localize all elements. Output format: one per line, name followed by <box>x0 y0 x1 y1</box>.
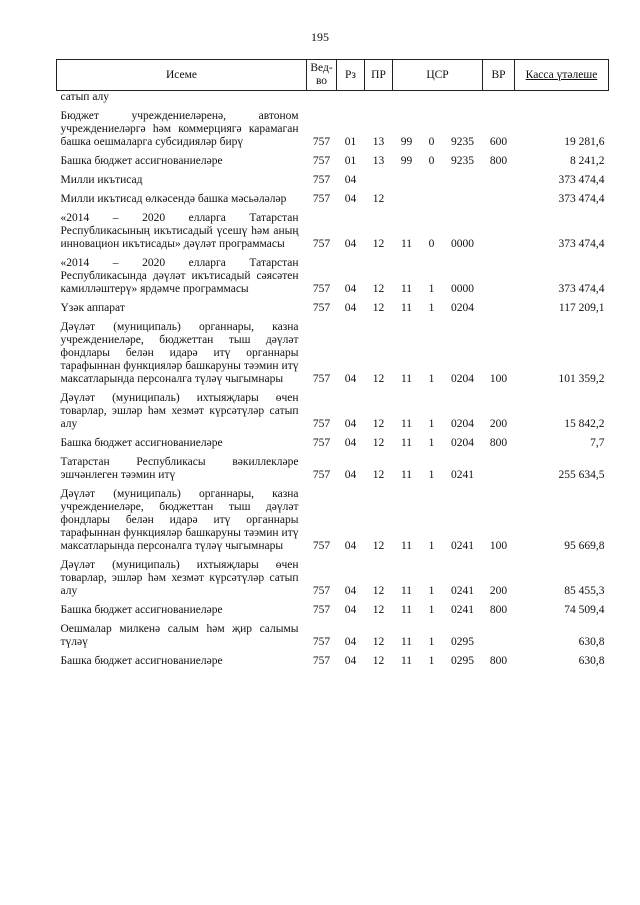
table-header-row <box>57 60 609 91</box>
row-amount: 95 669,8 <box>564 540 605 552</box>
row-ved: 757 <box>312 136 331 148</box>
row-csr-program: 11 <box>400 302 413 314</box>
row-csr-program: 11 <box>400 636 413 648</box>
row-csr-subprogram: 1 <box>428 437 435 449</box>
row-pr: 12 <box>372 636 385 648</box>
table-row <box>57 171 609 190</box>
row-vr <box>483 453 515 485</box>
row-csr-program: 99 <box>400 136 413 148</box>
row-ved: 757 <box>312 655 331 667</box>
row-vr <box>483 254 515 299</box>
row-amount: 630,8 <box>578 655 605 667</box>
row-pr: 12 <box>372 655 385 667</box>
table-row <box>57 389 609 434</box>
row-rz <box>337 91 365 108</box>
row-pr: 12 <box>372 585 385 597</box>
row-ved: 757 <box>312 373 331 385</box>
row-csr-program: 11 <box>400 283 413 295</box>
row-csr-subprogram: 0 <box>428 155 435 167</box>
row-csr-direction: 0241 <box>451 585 474 597</box>
row-pr: 12 <box>372 193 385 205</box>
table-row <box>57 318 609 389</box>
row-csr-direction: 0204 <box>451 418 474 430</box>
row-csr-subprogram: 1 <box>428 302 435 314</box>
row-csr-program: 11 <box>400 373 413 385</box>
table-row <box>57 601 609 620</box>
row-csr-direction: 0295 <box>451 655 474 667</box>
row-pr: 12 <box>372 418 385 430</box>
row-pr: 12 <box>372 540 385 552</box>
row-csr-program: 11 <box>400 238 413 250</box>
row-csr-program: 11 <box>400 540 413 552</box>
row-csr-subprogram: 1 <box>428 655 435 667</box>
row-csr-direction: 0000 <box>451 283 474 295</box>
row-ved: 757 <box>312 585 331 597</box>
row-ved: 757 <box>312 540 331 552</box>
row-name: Оешмалар милкенә салым һәм җир салымы түләү <box>60 623 299 648</box>
row-csr-direction: 0295 <box>451 636 474 648</box>
row-amount: 101 359,2 <box>558 373 605 385</box>
row-pr: 12 <box>372 437 385 449</box>
row-name: Дәүләт (муниципаль) ихтыяҗлары өчен товарлар, эшләр һәм хезмәт күрсәтүләр сатып алу <box>60 559 299 597</box>
row-ved: 757 <box>312 238 331 250</box>
table-row <box>57 652 609 671</box>
row-vr: 800 <box>489 155 508 167</box>
row-csr-subprogram: 0 <box>428 238 435 250</box>
row-vr: 100 <box>489 540 508 552</box>
row-rz: 04 <box>344 238 357 250</box>
row-rz: 04 <box>344 636 357 648</box>
header-csr: ЦСР <box>393 60 483 91</box>
row-csr-direction: 0000 <box>451 238 474 250</box>
table-row <box>57 299 609 318</box>
row-csr-program <box>393 171 421 190</box>
row-pr: 12 <box>372 373 385 385</box>
row-name: «2014 – 2020 елларга Татарстан Республикасында дәүләт икътисадый сәясәтен камилләштерү» ярдәмче программасы <box>60 257 299 295</box>
header-vr: ВР <box>483 60 515 91</box>
row-ved: 757 <box>312 604 331 616</box>
row-csr-subprogram <box>421 91 443 108</box>
row-ved: 757 <box>312 418 331 430</box>
row-amount: 373 474,4 <box>558 283 605 295</box>
row-name: Милли икътисад <box>60 174 143 186</box>
row-csr-direction: 0204 <box>451 302 474 314</box>
row-vr: 800 <box>489 655 508 667</box>
row-csr-direction: 0241 <box>451 540 474 552</box>
table-row <box>57 190 609 209</box>
budget-table <box>56 59 609 671</box>
row-amount: 373 474,4 <box>558 193 605 205</box>
row-vr: 800 <box>489 604 508 616</box>
row-csr-program: 11 <box>400 469 413 481</box>
table-row <box>57 107 609 152</box>
row-csr-direction: 0241 <box>451 604 474 616</box>
header-kassa <box>515 60 609 91</box>
row-pr: 12 <box>372 302 385 314</box>
row-amount: 117 209,1 <box>558 302 605 314</box>
row-csr-program: 11 <box>400 437 413 449</box>
row-ved: 757 <box>312 193 331 205</box>
row-csr-direction: 0204 <box>451 437 474 449</box>
row-csr-subprogram: 0 <box>428 136 435 148</box>
row-csr-direction <box>443 190 483 209</box>
table-row <box>57 620 609 652</box>
row-csr-direction <box>443 91 483 108</box>
row-csr-subprogram <box>421 171 443 190</box>
row-csr-program: 99 <box>400 155 413 167</box>
row-vr: 800 <box>489 437 508 449</box>
row-pr: 12 <box>372 604 385 616</box>
row-name: Дәүләт (муниципаль) ихтыяҗлары өчен товарлар, эшләр һәм хезмәт күрсәтүләр сатып алу <box>60 392 299 430</box>
row-name: сатып алу <box>60 91 110 103</box>
row-pr <box>365 171 393 190</box>
page-number: 195 <box>311 30 329 44</box>
row-csr-subprogram: 1 <box>428 540 435 552</box>
row-ved: 757 <box>312 636 331 648</box>
budget-table-container <box>56 59 608 671</box>
table-row <box>57 254 609 299</box>
row-pr: 13 <box>372 155 385 167</box>
row-amount: 85 455,3 <box>564 585 605 597</box>
row-ved: 757 <box>312 283 331 295</box>
row-ved <box>307 91 337 108</box>
row-ved: 757 <box>312 437 331 449</box>
row-rz: 04 <box>344 437 357 449</box>
row-vr: 600 <box>489 136 508 148</box>
row-rz: 01 <box>344 136 357 148</box>
row-vr <box>483 209 515 254</box>
row-amount: 8 241,2 <box>570 155 605 167</box>
row-rz: 04 <box>344 604 357 616</box>
row-ved: 757 <box>312 302 331 314</box>
row-rz: 04 <box>344 585 357 597</box>
row-name: Дәүләт (муниципаль) органнары, казна учреждениеләре, бюджеттан тыш дәүләт фондлары белән идарә итү органнары тарафыннан функцияләр башкаруны тәэмин итү максатларында персоналга түләү чыгымнары <box>60 488 299 552</box>
row-csr-subprogram: 1 <box>428 636 435 648</box>
row-vr <box>483 190 515 209</box>
row-csr-direction: 9235 <box>451 155 474 167</box>
row-csr-direction: 0204 <box>451 373 474 385</box>
row-amount: 373 474,4 <box>558 174 605 186</box>
row-csr-program: 11 <box>400 418 413 430</box>
row-pr: 12 <box>372 469 385 481</box>
row-pr: 12 <box>372 238 385 250</box>
row-csr-program <box>393 91 421 108</box>
row-name: Үзәк аппарат <box>60 302 125 314</box>
row-pr <box>365 91 393 108</box>
row-csr-subprogram <box>421 190 443 209</box>
row-name: Башка бюджет ассигнованиеләре <box>60 437 223 449</box>
row-csr-program <box>393 190 421 209</box>
table-row <box>57 91 609 108</box>
row-amount: 15 842,2 <box>564 418 605 430</box>
table-row <box>57 453 609 485</box>
row-name: Татарстан Республикасы вәкиллекләре эшчәнлеген тәэмин итү <box>60 456 299 481</box>
row-amount: 19 281,6 <box>564 136 605 148</box>
row-csr-subprogram: 1 <box>428 604 435 616</box>
row-name: Бюджет учреждениеләренә, автоном учреждениеләргә һәм коммерциягә карамаган башка оешмаларга субсидияләр бирү <box>60 110 299 148</box>
row-rz: 04 <box>344 540 357 552</box>
row-amount: 630,8 <box>578 636 605 648</box>
row-csr-direction <box>443 171 483 190</box>
row-amount: 373 474,4 <box>558 238 605 250</box>
row-rz: 04 <box>344 193 357 205</box>
row-rz: 04 <box>344 283 357 295</box>
row-amount: 255 634,5 <box>558 469 605 481</box>
header-rz: Рз <box>337 60 365 91</box>
row-vr <box>483 620 515 652</box>
row-pr: 13 <box>372 136 385 148</box>
row-vr: 200 <box>489 585 508 597</box>
header-pr: ПР <box>365 60 393 91</box>
header-name: Исеме <box>57 60 307 91</box>
row-rz: 04 <box>344 373 357 385</box>
row-ved: 757 <box>312 469 331 481</box>
row-amount: 7,7 <box>590 437 605 449</box>
row-csr-direction: 0241 <box>451 469 474 481</box>
row-ved: 757 <box>312 155 331 167</box>
row-amount <box>515 91 609 108</box>
row-name: «2014 – 2020 елларга Татарстан Республикасының икътисадый үсешү һәм аның инновацион икътисады» дәүләт программасы <box>60 212 299 250</box>
row-rz: 04 <box>344 469 357 481</box>
table-row <box>57 209 609 254</box>
row-csr-direction: 9235 <box>451 136 474 148</box>
row-csr-subprogram: 1 <box>428 418 435 430</box>
row-rz: 04 <box>344 302 357 314</box>
row-rz: 04 <box>344 174 357 186</box>
row-vr <box>483 91 515 108</box>
header-ved: Вед-во <box>307 60 337 91</box>
row-name: Башка бюджет ассигнованиеләре <box>60 155 223 167</box>
row-csr-program: 11 <box>400 655 413 667</box>
row-csr-subprogram: 1 <box>428 283 435 295</box>
row-rz: 04 <box>344 418 357 430</box>
row-csr-program: 11 <box>400 604 413 616</box>
row-ved: 757 <box>312 174 331 186</box>
row-name: Башка бюджет ассигнованиеләре <box>60 655 223 667</box>
row-name: Башка бюджет ассигнованиеләре <box>60 604 223 616</box>
table-row <box>57 556 609 601</box>
row-name: Милли икътисад өлкәсендә башка мәсьәләләр <box>60 193 287 205</box>
header-kassa-label: Касса үтәлеше <box>525 68 598 81</box>
table-row <box>57 434 609 453</box>
row-csr-subprogram: 1 <box>428 469 435 481</box>
row-pr: 12 <box>372 283 385 295</box>
row-csr-subprogram: 1 <box>428 373 435 385</box>
row-csr-program: 11 <box>400 585 413 597</box>
row-rz: 01 <box>344 155 357 167</box>
row-vr: 200 <box>489 418 508 430</box>
row-rz: 04 <box>344 655 357 667</box>
row-vr: 100 <box>489 373 508 385</box>
row-vr <box>483 171 515 190</box>
table-row <box>57 485 609 556</box>
row-amount: 74 509,4 <box>564 604 605 616</box>
row-csr-subprogram: 1 <box>428 585 435 597</box>
row-name: Дәүләт (муниципаль) органнары, казна учреждениеләре, бюджеттан тыш дәүләт фондлары белән идарә итү органнары тарафыннан функцияләр башкаруны тәэмин итү максатларында персоналга түләү чыгымнары <box>60 321 299 385</box>
table-row <box>57 152 609 171</box>
row-vr <box>483 299 515 318</box>
